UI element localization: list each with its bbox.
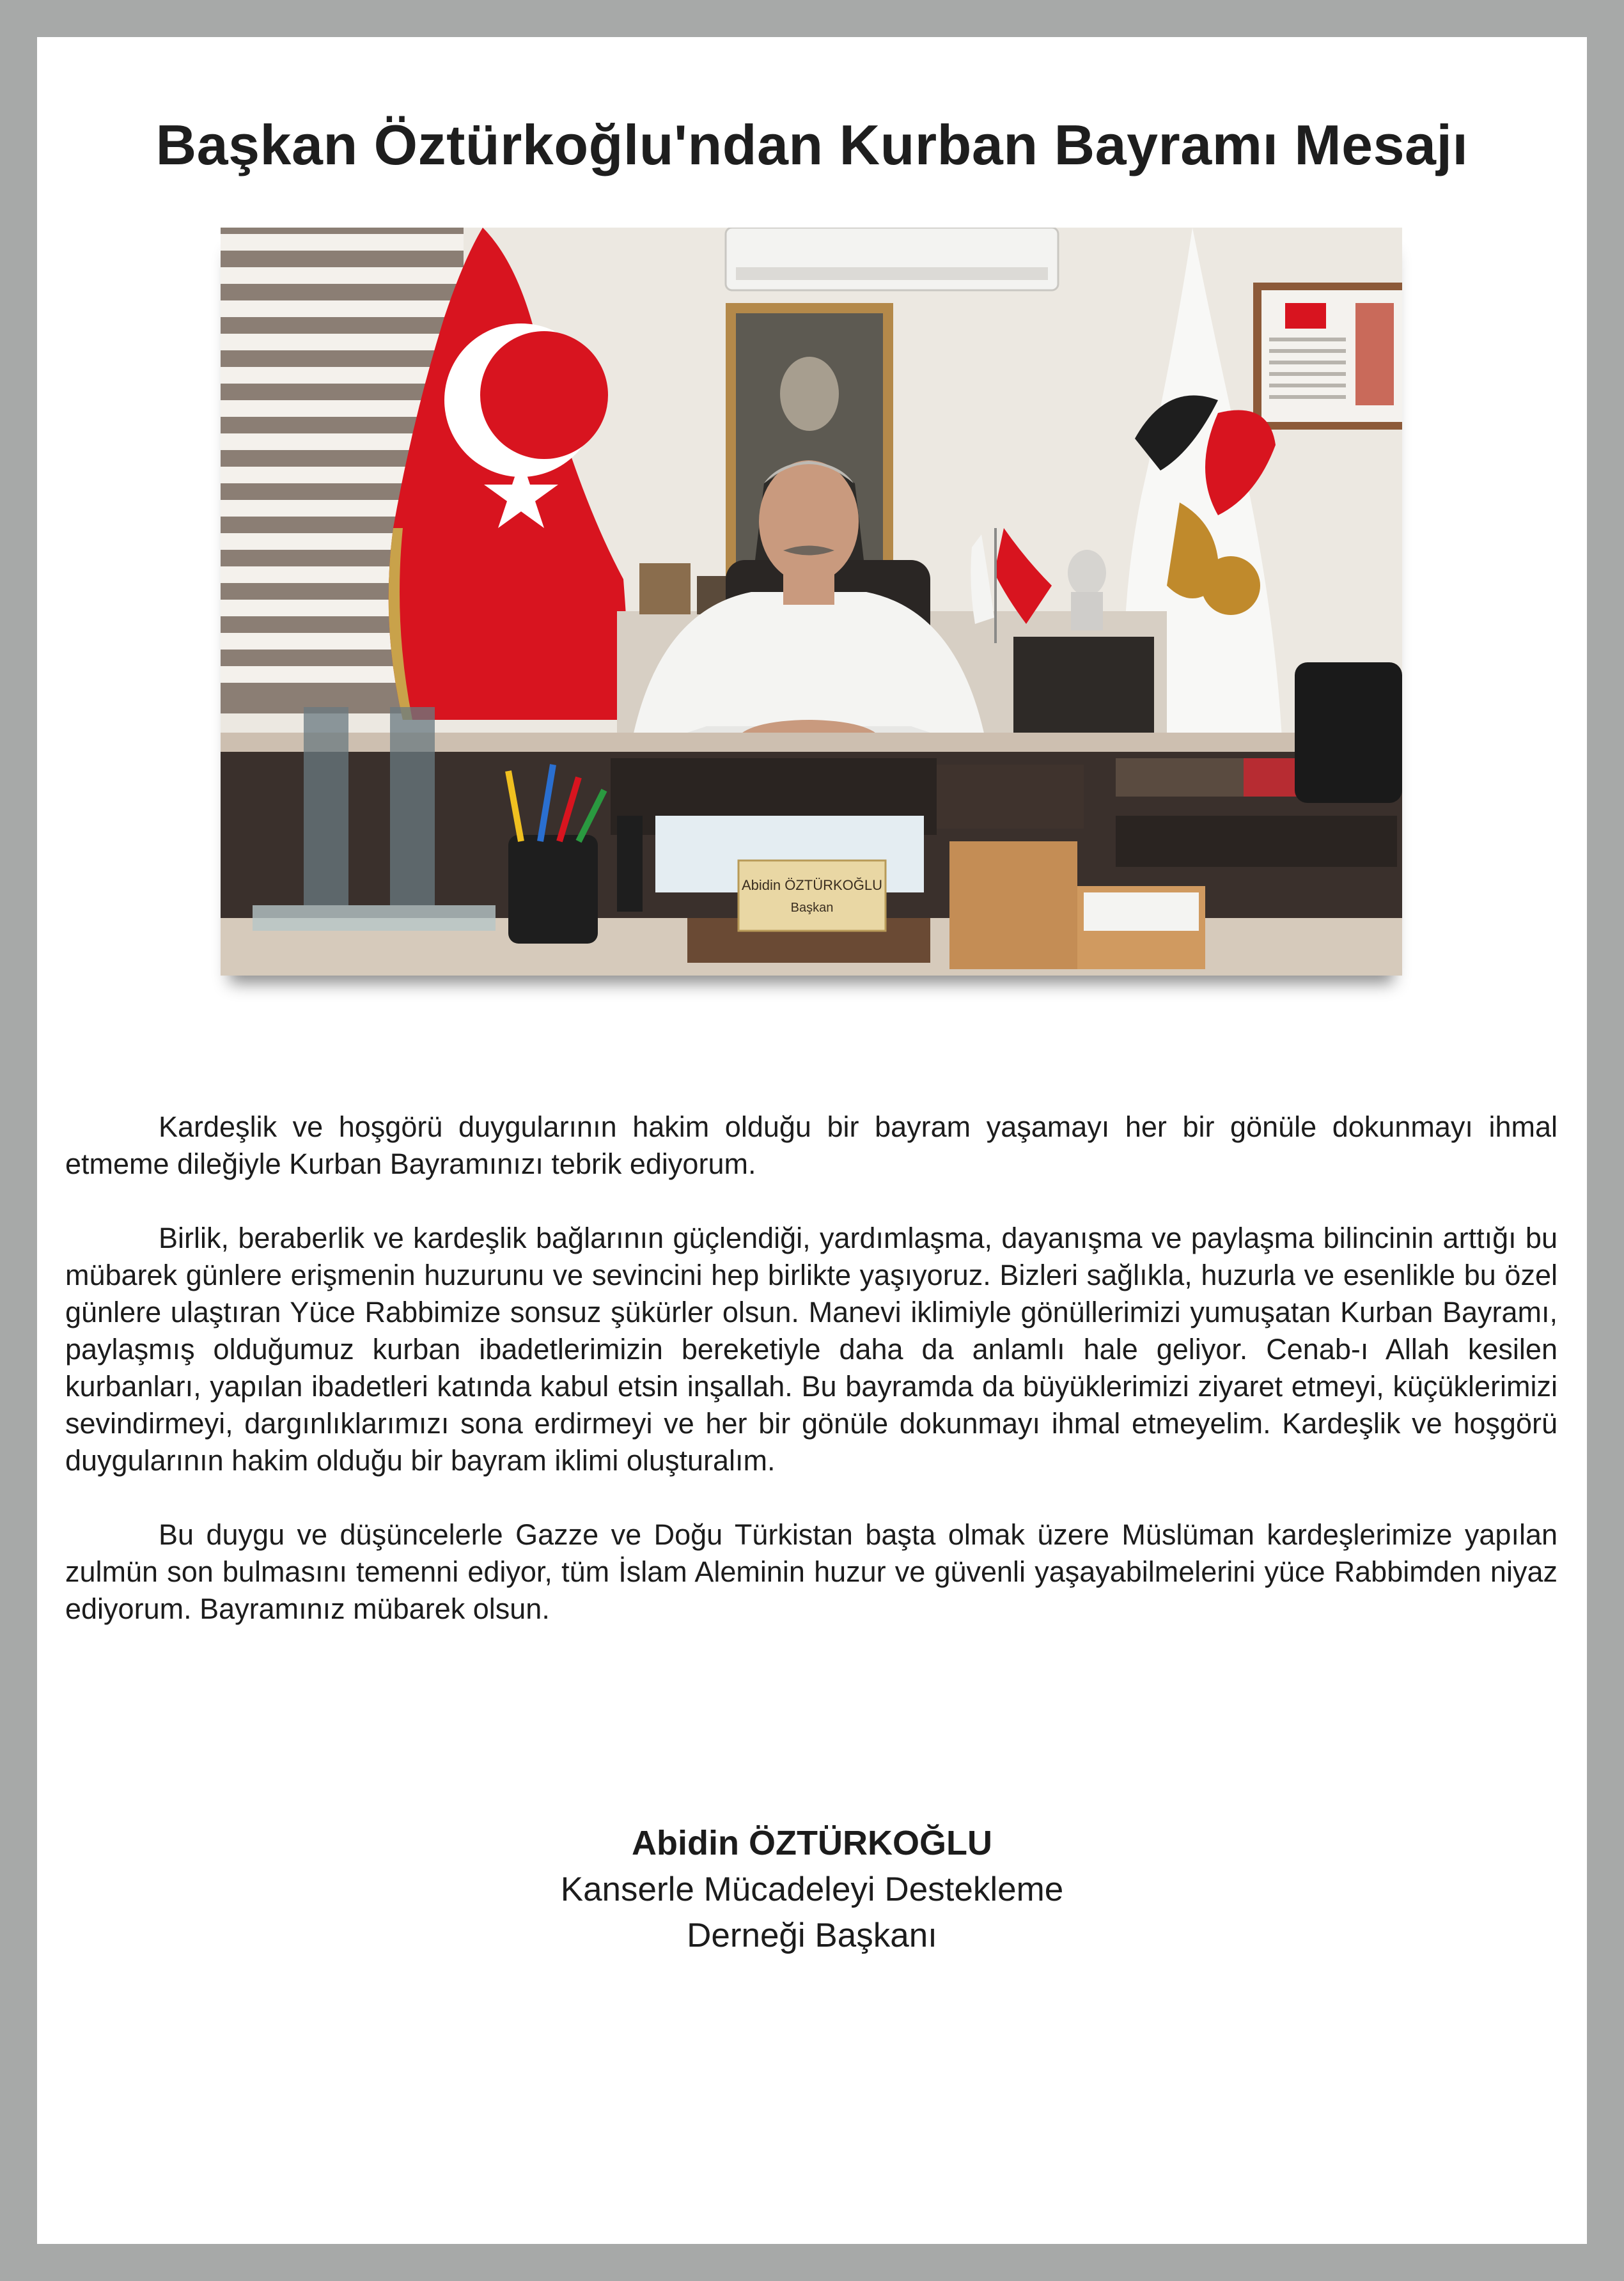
name-plate-role: Başkan: [790, 901, 834, 915]
paragraph-1: Kardeşlik ve hoşgörü duygularının hakim olduğu bir bayram yaşamayı her bir gönüle dokunmayı ihmal etmeme dileğiyle Kurban Bayramınızı tebrik ediyorum.: [65, 1110, 1558, 1180]
name-plate-name: Abidin ÖZTÜRKOĞLU: [741, 877, 883, 893]
wall-certificate: [1253, 283, 1402, 430]
signature-name: Abidin ÖZTÜRKOĞLU: [632, 1824, 992, 1862]
air-conditioner: [726, 228, 1058, 290]
signature-block: [37, 1819, 1587, 1959]
signature-title-line-1: Kanserle Mücadeleyi Destekleme: [560, 1871, 1064, 1908]
paragraph-3: Bu duygu ve düşüncelerle Gazze ve Doğu Türkistan başta olmak üzere Müslüman kardeşlerimize yapılan zulmün son bulmasını temenni ediyor, tüm İslam Aleminin huzur ve güvenli yaşayabilmelerini yüce Rabbimden niyaz ediyorum. Bayramınız mübarek olsun.: [65, 1518, 1558, 1625]
desk: [221, 707, 1402, 976]
page-title: Başkan Öztürkoğlu'ndan Kurban Bayramı Mesajı: [155, 113, 1469, 176]
signature-title-line-2: Derneği Başkanı: [687, 1917, 937, 1954]
president-photo: [221, 228, 1402, 976]
document-page: [37, 37, 1587, 2244]
paragraph-2: Birlik, beraberlik ve kardeşlik bağlarının güçlendiği, yardımlaşma, dayanışma ve paylaşma bilincinin arttığı bu mübarek günlere erişmenin huzurunu ve sevincini hep birlikte yaşıyoruz. Bizleri sağlıkla, huzurla ve esenlikle bu özel günlere ulaştıran Yüce Rabbimize sonsuz şükürler olsun. Manevi iklimiyle gönüllerimizi yumuşatan Kurban Bayramı, paylaşmış olduğumuz kurban ibadetlerimizin bereketiyle daha da anlamlı hale geliyor. Cenab-ı Allah kesilen kurbanları, yapılan ibadetleri katında kabul etsin inşallah. Bu bayramda da büyüklerimizi ziyaret etmeyi, küçüklerimizi sevindirmeyi, dargınlıklarımızı sona erdirmeyi ve her bir gönüle dokunmayı ihmal etmeyelim. Kardeşlik ve hoşgörü duygularının hakim olduğu bir bayram iklimi oluşturalım.: [65, 1222, 1558, 1477]
message-body: [65, 1109, 1558, 1665]
